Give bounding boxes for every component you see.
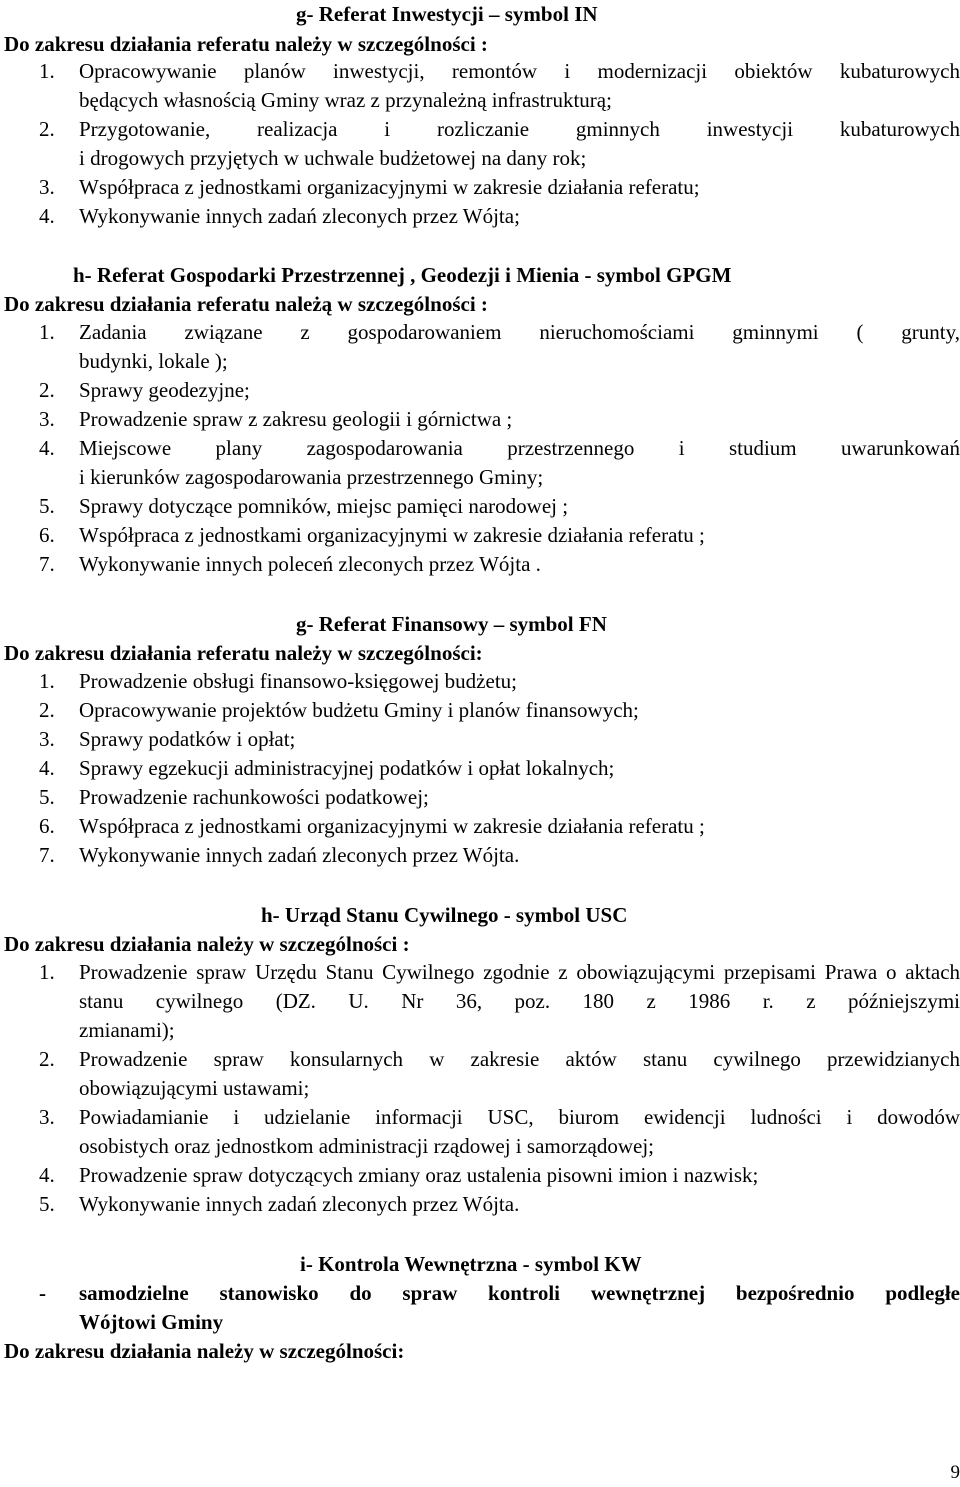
item-text-continued: budynki, lokale ); (79, 349, 228, 373)
list-item (39, 812, 960, 841)
list-item (39, 202, 960, 231)
section-heading-gpgm: h- Referat Gospodarki Przestrzennej , Geodezji i Mienia - symbol GPGM (73, 263, 732, 287)
list-item (39, 754, 960, 783)
list-item (39, 841, 960, 870)
item-number: 3. (39, 407, 55, 431)
list-item (39, 173, 960, 202)
item-number: 5. (39, 785, 55, 809)
item-text: Prowadzenie spraw konsularnych w zakresie aktów stanu cywilnego przewidzianych (79, 1047, 960, 1071)
item-number: 2. (39, 698, 55, 722)
item-text: Sprawy geodezyjne; (79, 378, 250, 402)
section-heading-fn: g- Referat Finansowy – symbol FN (296, 612, 607, 636)
item-number: 1. (39, 669, 55, 693)
item-text: Opracowywanie planów inwestycji, remontów i modernizacji obiektów kubaturowych (79, 59, 960, 83)
item-number: 6. (39, 523, 55, 547)
page-number: 9 (950, 1462, 960, 1483)
item-text: Wykonywanie innych zadań zleconych przez Wójta. (79, 843, 520, 867)
item-text: Współpraca z jednostkami organizacyjnymi w zakresie działania referatu; (79, 175, 700, 199)
item-number: 1. (39, 59, 55, 83)
item-text-continued: będących własnością Gminy wraz z przynależną infrastrukturą; (79, 88, 612, 112)
item-number: 3. (39, 727, 55, 751)
item-text: Prowadzenie spraw dotyczących zmiany oraz ustalenia pisowni imion i nazwisk; (79, 1163, 759, 1187)
list-item (39, 1190, 960, 1219)
item-number: 4. (39, 204, 55, 228)
list-item (39, 667, 960, 696)
item-text: Przygotowanie, realizacja i rozliczanie gminnych inwestycji kubaturowych (79, 117, 960, 141)
item-number: 5. (39, 494, 55, 518)
item-number: 1. (39, 320, 55, 344)
item-number: 6. (39, 814, 55, 838)
item-text: Prowadzenie rachunkowości podatkowej; (79, 785, 429, 809)
section-intro-kw: Do zakresu działania należy w szczególności: (4, 1339, 405, 1363)
section-intro-usc: Do zakresu działania należy w szczególności : (4, 932, 410, 956)
list-item (39, 550, 960, 579)
item-text-continued: osobistych oraz jednostkom administracji rządowej i samorządowej; (79, 1134, 655, 1158)
item-text: Miejscowe plany zagospodarowania przestrzennego i studium uwarunkowań (79, 436, 960, 460)
section-intro-gpgm: Do zakresu działania referatu należą w szczególności : (4, 292, 488, 316)
section-intro-in: Do zakresu działania referatu należy w szczególności : (4, 32, 488, 56)
item-dash: - (39, 1281, 46, 1305)
item-number: 1. (39, 960, 55, 984)
list-item (39, 1161, 960, 1190)
item-text: Sprawy podatków i opłat; (79, 727, 296, 751)
item-number: 7. (39, 552, 55, 576)
item-text-continued: i kierunków zagospodarowania przestrzennego Gminy; (79, 465, 544, 489)
item-text: Wykonywanie innych poleceń zleconych przez Wójta . (79, 552, 541, 576)
list-item (39, 1279, 960, 1337)
list-item (39, 725, 960, 754)
list-item (39, 57, 960, 115)
list-item (39, 492, 960, 521)
list-item (39, 376, 960, 405)
list-item (39, 958, 960, 1045)
item-number: 2. (39, 378, 55, 402)
list-item (39, 1103, 960, 1161)
item-text-continued: obowiązującymi ustawami; (79, 1076, 310, 1100)
item-text: samodzielne stanowisko do spraw kontroli wewnętrznej bezpośrednio podległe (79, 1281, 960, 1305)
item-text: Prowadzenie spraw z zakresu geologii i górnictwa ; (79, 407, 513, 431)
item-text: Współpraca z jednostkami organizacyjnymi w zakresie działania referatu ; (79, 523, 705, 547)
item-number: 4. (39, 756, 55, 780)
item-text-continued: Wójtowi Gminy (79, 1310, 224, 1334)
item-text: Współpraca z jednostkami organizacyjnymi w zakresie działania referatu ; (79, 814, 705, 838)
item-text: Sprawy egzekucji administracyjnej podatków i opłat lokalnych; (79, 756, 615, 780)
item-text: Powiadamianie i udzielanie informacji USC, biurom ewidencji ludności i dowodów (79, 1105, 960, 1129)
section-heading-in: g- Referat Inwestycji – symbol IN (296, 2, 598, 26)
item-number: 4. (39, 436, 55, 460)
item-text: Wykonywanie innych zadań zleconych przez Wójta. (79, 1192, 520, 1216)
section-heading-kw: i- Kontrola Wewnętrzna - symbol KW (300, 1252, 642, 1276)
item-text: Prowadzenie spraw Urzędu Stanu Cywilnego zgodnie z obowiązującymi przepisami (79, 960, 817, 984)
item-number: 2. (39, 1047, 55, 1071)
list-item (39, 115, 960, 173)
item-text-continued: i drogowych przyjętych w uchwale budżetowej na dany rok; (79, 146, 587, 170)
section-heading-usc: h- Urząd Stanu Cywilnego - symbol USC (261, 903, 628, 927)
list-item (39, 1045, 960, 1103)
list-item (39, 434, 960, 492)
item-text-continued: zmianami); (79, 1018, 175, 1042)
item-number: 5. (39, 1192, 55, 1216)
item-text: Zadania związane z gospodarowaniem nieruchomościami gminnymi ( grunty, (79, 320, 960, 344)
list-item (39, 405, 960, 434)
item-number: 3. (39, 1105, 55, 1129)
item-text: Sprawy dotyczące pomników, miejsc pamięci narodowej ; (79, 494, 569, 518)
list-item (39, 783, 960, 812)
list-item (39, 521, 960, 550)
section-intro-fn: Do zakresu działania referatu należy w szczególności: (4, 641, 483, 665)
item-text: Opracowywanie projektów budżetu Gminy i planów finansowych; (79, 698, 639, 722)
item-text: Prowadzenie obsługi finansowo-księgowej budżetu; (79, 669, 517, 693)
list-item (39, 318, 960, 376)
list-item (39, 696, 960, 725)
item-number: 3. (39, 175, 55, 199)
item-number: 7. (39, 843, 55, 867)
item-text: Wykonywanie innych zadań zleconych przez Wójta; (79, 204, 520, 228)
item-number: 4. (39, 1163, 55, 1187)
item-text-continued: Prawa o aktach stanu cywilnego (DZ. U. Nr 36, poz. 180 z 1986 r. z późniejszymi (79, 960, 960, 1013)
item-number: 2. (39, 117, 55, 141)
